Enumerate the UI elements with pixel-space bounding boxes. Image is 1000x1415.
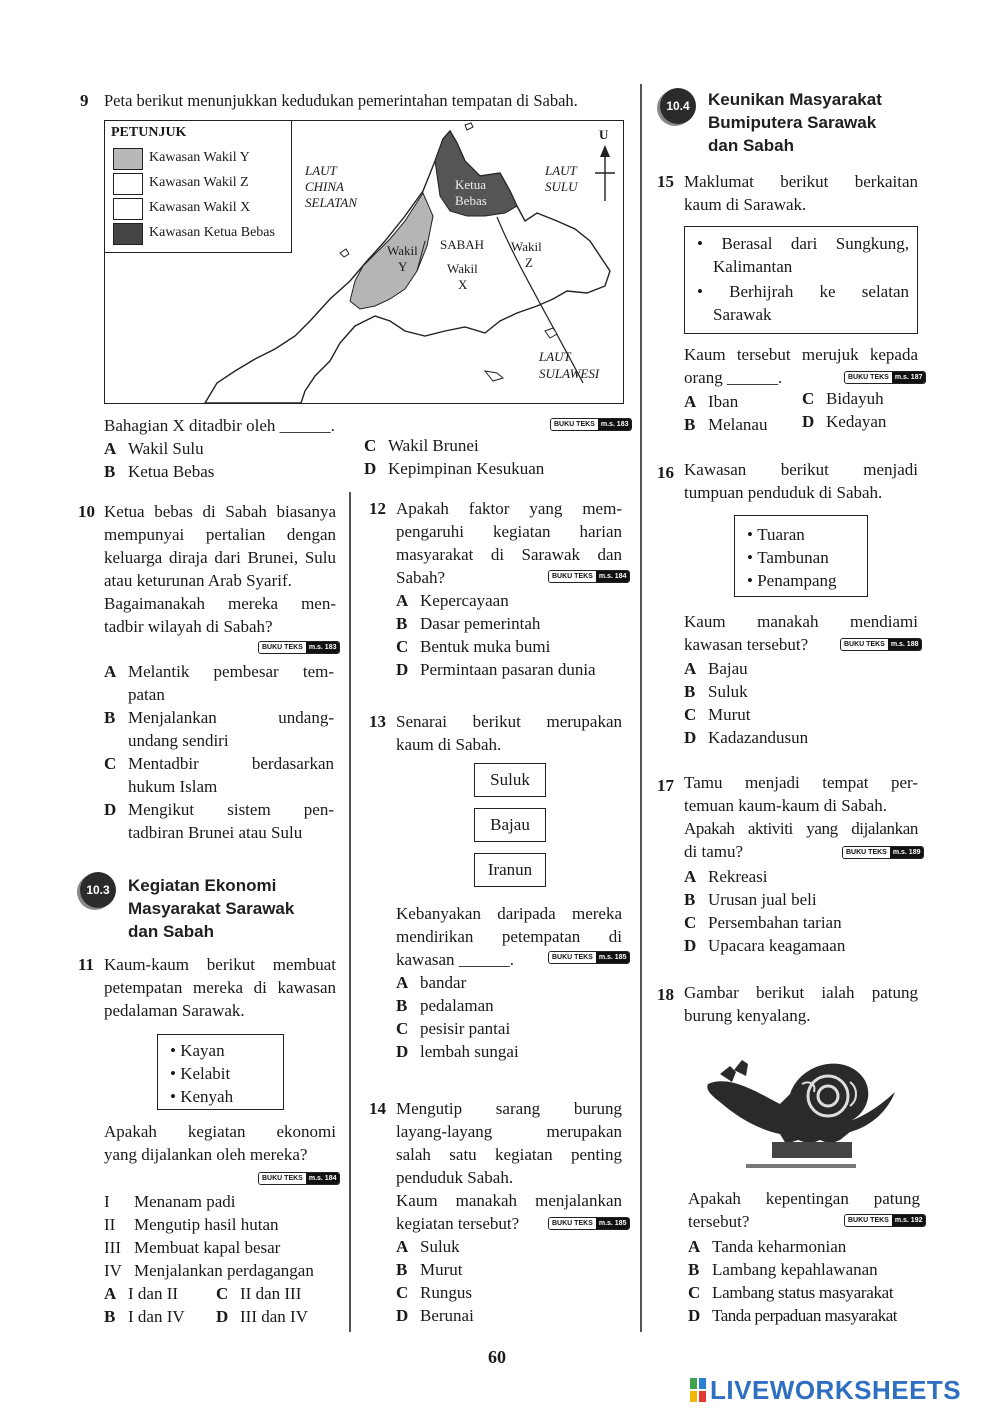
q11-option-b[interactable]: B I dan IV xyxy=(104,1307,185,1326)
liveworksheets-logo-icon xyxy=(690,1378,706,1402)
map-label: Bebas xyxy=(455,193,487,208)
map-label: LAUT xyxy=(545,163,577,178)
list-item: • Kayan xyxy=(170,1041,225,1060)
section-number-badge: 10.3 xyxy=(80,872,116,908)
q13-box: Iranun xyxy=(474,853,546,887)
q11-question: Apakah kegiatan ekonomi yang dijalankan oleh mereka? xyxy=(104,1122,336,1164)
q17-option-d[interactable]: D Upacara keagamaan xyxy=(684,936,846,955)
q13-text: Senarai berikut merupakan kaum di Sabah. xyxy=(396,712,622,754)
liveworksheets-watermark: LIVEWORKSHEETS xyxy=(690,1376,961,1404)
legend-item: Kawasan Wakil X xyxy=(149,200,251,215)
island xyxy=(465,123,473,130)
q16-option-a[interactable]: A Bajau xyxy=(684,659,748,678)
q15-number: 15 xyxy=(657,172,674,191)
q18-option-c[interactable]: C Lambang status masyarakat xyxy=(688,1283,894,1302)
q16-option-d[interactable]: D Kadazandusun xyxy=(684,728,809,747)
map-label: Y xyxy=(398,259,408,274)
q11-option-d[interactable]: D III dan IV xyxy=(216,1307,308,1326)
map-label: Z xyxy=(525,255,533,270)
q17-number: 17 xyxy=(657,776,674,795)
island xyxy=(545,328,557,338)
book-ref-badge: BUKU TEKS m.s. 183 xyxy=(550,418,632,431)
legend-swatch-z xyxy=(113,173,143,195)
q11-number: 11 xyxy=(78,955,95,974)
q18-option-b[interactable]: B Lambang kepahlawanan xyxy=(688,1260,878,1279)
island xyxy=(340,249,349,257)
q16-after: Kaum manakah mendiami kawasan tersebut? xyxy=(684,612,918,654)
legend-item: Kawasan Ketua Bebas xyxy=(149,225,275,240)
q11-text: Kaum-kaum berikut membuat petempatan mereka di kawasan pedalaman Sarawak. xyxy=(104,955,336,1020)
q11-option-a[interactable]: A I dan II xyxy=(104,1284,179,1303)
map-label: LAUT xyxy=(539,349,571,364)
book-ref-badge: BUKU TEKS m.s. 185 xyxy=(548,1217,630,1230)
q17-text: Tamu menjadi tempat per- temuan kaum-kaum di Sabah. Apakah aktiviti yang dijalankan di tamu? xyxy=(684,773,918,861)
q17-option-a[interactable]: A Rekreasi xyxy=(684,867,768,886)
book-ref-badge: BUKU TEKS m.s. 185 xyxy=(548,951,630,964)
q14-option-a[interactable]: A Suluk xyxy=(396,1237,460,1256)
q14-option-c[interactable]: C Rungus xyxy=(396,1283,472,1302)
page-number: 60 xyxy=(488,1347,506,1367)
q13-option-b[interactable]: B pedalaman xyxy=(396,996,494,1015)
book-ref-badge: BUKU TEKS m.s. 187 xyxy=(844,371,926,384)
column-divider xyxy=(640,84,642,1332)
island xyxy=(485,371,503,381)
book-ref-badge: BUKU TEKS m.s. 184 xyxy=(548,570,630,583)
list-item: • Penampang xyxy=(747,571,837,590)
q15-option-a[interactable]: A Iban xyxy=(684,392,739,411)
q15-text: Maklumat berikut berkaitan kaum di Sarawak. xyxy=(684,172,918,214)
q12-text: Apakah faktor yang mem- pengaruhi kegiatan harian masyarakat di Sarawak dan Sabah? xyxy=(396,499,622,587)
q16-number: 16 xyxy=(657,463,674,482)
list-item: • Berasal dari Sungkung, Kalimantan xyxy=(697,234,910,276)
q9-option-a[interactable]: A Wakil Sulu xyxy=(104,439,204,458)
book-ref-badge: BUKU TEKS m.s. 189 xyxy=(842,846,924,859)
q15-list-box xyxy=(684,226,918,334)
map-label: X xyxy=(458,277,468,292)
kenyalang-statue-image xyxy=(690,1044,902,1174)
q15-option-d[interactable]: D Kedayan xyxy=(802,412,887,431)
map-label: SABAH xyxy=(440,237,485,252)
q12-option-d[interactable]: D Permintaan pasaran dunia xyxy=(396,660,596,679)
map-label: Wakil xyxy=(447,261,478,276)
q12-number: 12 xyxy=(369,499,386,518)
q18-text: Gambar berikut ialah patung burung kenyalang. xyxy=(684,983,918,1025)
q14-option-d[interactable]: D Berunai xyxy=(396,1306,474,1325)
q11-roman-list: I Menanam padi II Mengutip hasil hutan III Membuat kapal besar IV Menjalankan perdagangan xyxy=(104,1192,314,1280)
q10-option-d[interactable]: D Mengikut sistem pen- tadbiran Brunei atau Sulu xyxy=(104,800,334,842)
list-item: • Berhijrah ke selatan Sarawak xyxy=(697,282,909,324)
list-item: • Tuaran xyxy=(747,525,805,544)
map-label: LAUT xyxy=(305,163,337,178)
q16-text: Kawasan berikut menjadi tumpuan penduduk di Sabah. xyxy=(684,460,918,502)
map-label: Wakil xyxy=(511,239,542,254)
q17-option-b[interactable]: B Urusan jual beli xyxy=(684,890,817,909)
q18-option-d[interactable]: D Tanda perpaduan masyarakat xyxy=(688,1306,897,1325)
q10-text: Ketua bebas di Sabah biasanya mempunyai pertalian dengan keluarga diraja dari Brunei, Sulu atau keturunan Arab Syarif. Bagaimanakah mereka men- tadbir wilayah di Sabah? xyxy=(104,502,336,636)
legend-title: PETUNJUK xyxy=(111,125,187,140)
legend-swatch-x xyxy=(113,198,143,220)
map-label: SELATAN xyxy=(305,195,358,210)
q9-option-b[interactable]: B Ketua Bebas xyxy=(104,462,215,481)
section-number-badge: 10.4 xyxy=(660,88,696,124)
section-title: Kegiatan Ekonomi Masyarakat Sarawak dan Sabah xyxy=(128,876,295,941)
q9-option-d[interactable]: D Kepimpinan Kesukuan xyxy=(364,459,545,478)
map-label: Ketua xyxy=(455,177,487,192)
q9-map xyxy=(104,120,624,404)
q18-after: Apakah kepentingan patung tersebut? xyxy=(688,1189,920,1231)
q12-option-c[interactable]: C Bentuk muka bumi xyxy=(396,637,551,656)
legend-item: Kawasan Wakil Z xyxy=(149,175,249,190)
q13-number: 13 xyxy=(369,712,386,731)
q14-text: Mengutip sarang burung layang-layang merupakan salah satu kegiatan penting penduduk Sabah. Kaum manakah menjalankan kegiatan tersebut? xyxy=(396,1099,622,1233)
book-ref-badge: BUKU TEKS m.s. 184 xyxy=(258,1172,340,1185)
q11-list-box xyxy=(157,1034,284,1110)
north-label: U xyxy=(599,127,609,142)
book-ref-badge: BUKU TEKS m.s. 183 xyxy=(258,641,340,654)
q9-stem: Bahagian X ditadbir oleh ______. xyxy=(104,416,335,435)
list-item: • Kelabit xyxy=(170,1064,231,1083)
q13-box: Suluk xyxy=(474,763,546,797)
list-item: • Tambunan xyxy=(747,548,829,567)
q14-option-b[interactable]: B Murut xyxy=(396,1260,463,1279)
q13-box: Bajau xyxy=(474,808,546,842)
q10-number: 10 xyxy=(78,502,95,521)
q13-option-d[interactable]: D lembah sungai xyxy=(396,1042,519,1061)
map-label: SULU xyxy=(545,179,578,194)
q9-text: Peta berikut menunjukkan kedudukan pemerintahan tempatan di Sabah. xyxy=(104,91,578,110)
q13-after: Kebanyakan daripada mereka mendirikan petempatan di kawasan ______. xyxy=(396,904,622,969)
legend-item: Kawasan Wakil Y xyxy=(149,150,250,165)
q18-option-a[interactable]: A Tanda keharmonian xyxy=(688,1237,847,1256)
q15-option-c[interactable]: C Bidayuh xyxy=(802,389,884,408)
q14-number: 14 xyxy=(369,1099,386,1118)
q16-option-c[interactable]: C Murut xyxy=(684,705,751,724)
book-ref-badge: BUKU TEKS m.s. 192 xyxy=(844,1214,926,1227)
section-title: Keunikan Masyarakat Bumiputera Sarawak dan Sabah xyxy=(708,90,882,155)
book-ref-badge: BUKU TEKS m.s. 188 xyxy=(840,638,922,651)
q15-option-b[interactable]: B Melanau xyxy=(684,415,768,434)
q10-option-c[interactable]: C Mentadbir berdasarkan hukum Islam xyxy=(104,754,334,796)
legend-swatch-y xyxy=(113,148,143,170)
q17-option-c[interactable]: C Persembahan tarian xyxy=(684,913,842,932)
map-label: Wakil xyxy=(387,243,418,258)
map-label: CHINA xyxy=(305,179,344,194)
q10-option-a[interactable]: A Melantik pembesar tem- patan xyxy=(104,662,334,704)
q9-option-c[interactable]: C Wakil Brunei xyxy=(364,436,479,455)
q12-option-b[interactable]: B Dasar pemerintah xyxy=(396,614,541,633)
q11-option-c[interactable]: C II dan III xyxy=(216,1284,302,1303)
q9-number: 9 xyxy=(80,91,89,110)
q18-number: 18 xyxy=(657,985,674,1004)
map-label: SULAWESI xyxy=(539,366,600,381)
legend-swatch-ketua xyxy=(113,223,143,245)
q10-option-b[interactable]: B Menjalankan undang- undang sendiri xyxy=(104,708,334,750)
column-divider xyxy=(349,492,351,1332)
q16-list-box xyxy=(734,515,868,597)
q16-option-b[interactable]: B Suluk xyxy=(684,682,748,701)
q13-option-a[interactable]: A bandar xyxy=(396,973,467,992)
map-legend xyxy=(105,121,292,253)
q13-option-c[interactable]: C pesisir pantai xyxy=(396,1019,511,1038)
q15-after: Kaum tersebut merujuk kepada orang ______. xyxy=(684,345,918,387)
q12-option-a[interactable]: A Kepercayaan xyxy=(396,591,509,610)
list-item: • Kenyah xyxy=(170,1087,234,1106)
